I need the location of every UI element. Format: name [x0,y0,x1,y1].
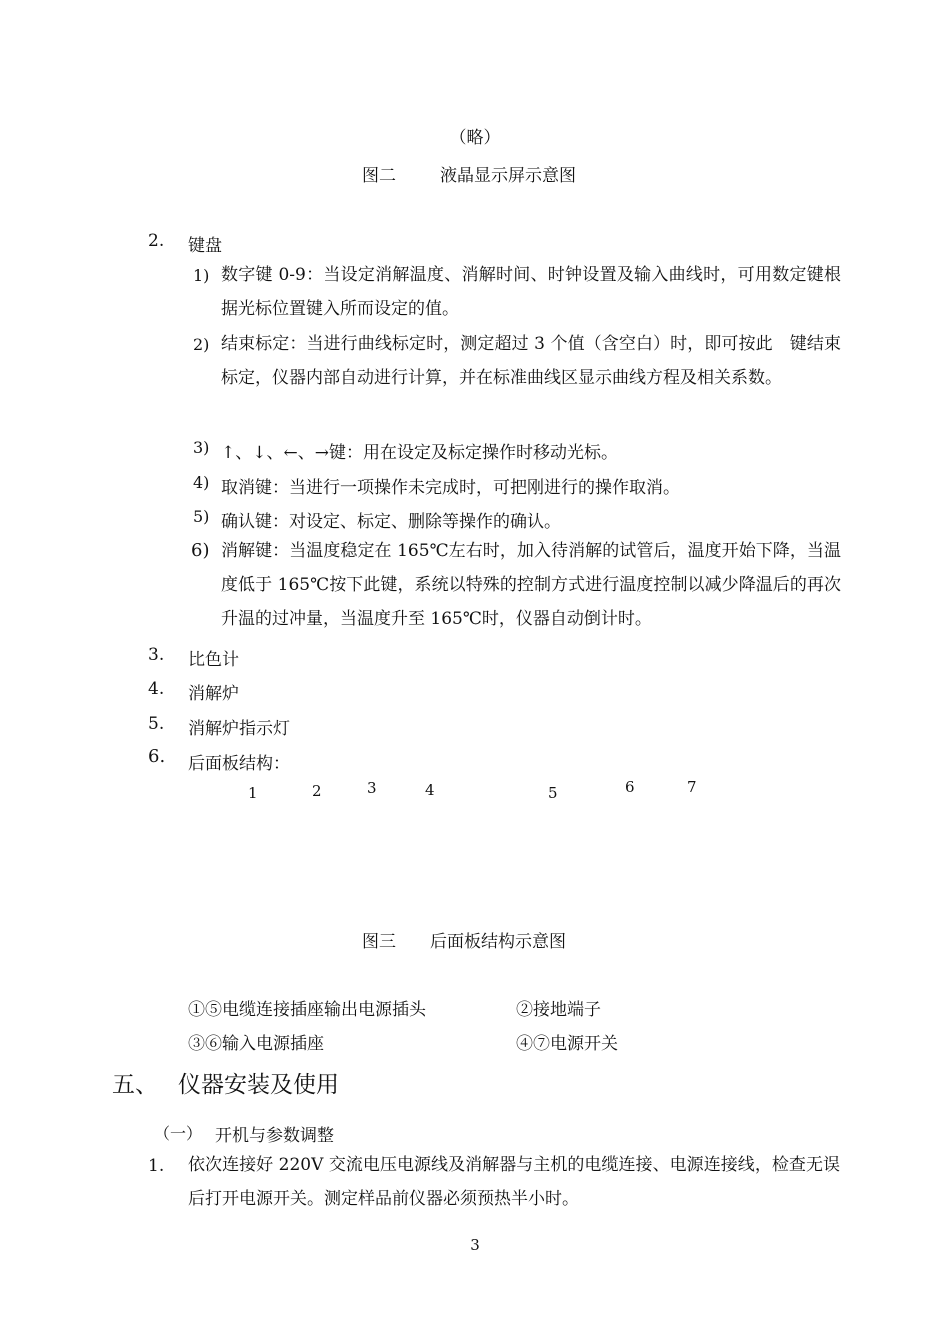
section-title: 后面板结构： [188,754,290,774]
section-number: 2. [148,231,165,251]
list-item-text: ↑、↓、←、→键：用在设定及标定操作时移动光标。 [221,443,618,463]
subsection-number: （一） [154,1124,203,1143]
section-number: 3. [148,645,165,665]
chapter-number: 五、 [112,1072,158,1098]
list-item-text: 消解键：当温度稳定在 165℃左右时，加入待消解的试管后，温度开始下降，当温度低于 165℃按下此键，系统以特殊的控制方式进行温度控制以减少降温后的再次升温的过冲量，当温度升至 165℃时，仪器自动倒计时。 [221,541,841,629]
legend-item: ④⑦电源开关 [516,1034,618,1054]
section-title: 比色计 [188,650,239,670]
diagram-label: 7 [687,778,697,796]
list-item-text: 取消键：当进行一项操作未完成时，可把刚进行的操作取消。 [221,478,680,498]
list-item-number: 5) [193,507,210,526]
list-item-text: 确认键：对设定、标定、删除等操作的确认。 [221,512,561,532]
page-number: 3 [470,1236,480,1254]
section-title: 消解炉指示灯 [188,719,290,739]
figure-3-caption-label: 图三 [362,932,396,952]
diagram-label: 1 [248,784,258,802]
chapter-title: 仪器安装及使用 [178,1072,339,1098]
list-item-number: 2) [193,335,210,354]
diagram-label: 2 [312,782,322,800]
legend-item: ①⑤电缆连接插座输出电源插头 [188,1000,426,1020]
diagram-label: 4 [425,781,435,799]
section-title: 消解炉 [188,684,239,704]
list-item-text: 数字键 0-9：当设定消解温度、消解时间、时钟设置及输入曲线时，可用数定键根据光标位置键入所而设定的值。 [221,265,841,319]
list-item-text: 结束标定：当进行曲线标定时，测定超过 3 个值（含空白）时，即可按此 键结束标定，仪器内部自动进行计算，并在标准曲线区显示曲线方程及相关系数。 [221,334,841,388]
section-number: 5. [148,714,165,734]
section-number: 6. [148,746,166,767]
section-number: 4. [148,679,165,699]
diagram-label: 5 [548,784,558,802]
list-item-number: 4) [193,473,210,492]
section-title-keyboard: 键盘 [188,236,222,256]
list-item-number: 1) [193,266,210,285]
step-number: 1. [148,1156,165,1176]
list-item-number: 3) [193,438,210,457]
step-text: 依次连接好 220V 交流电压电源线及消解器与主机的电缆连接、电源连接线，检查无误后打开电源开关。测定样品前仪器必须预热半小时。 [188,1155,840,1209]
subsection-title: 开机与参数调整 [215,1126,334,1146]
figure-2-caption-title: 液晶显示屏示意图 [440,166,576,186]
figure-3-caption-title: 后面板结构示意图 [430,932,566,952]
list-item-number: 6) [191,540,210,561]
diagram-label: 3 [367,779,377,797]
legend-item: ③⑥输入电源插座 [188,1034,324,1054]
figure-2-caption-label: 图二 [362,166,396,186]
legend-item: ②接地端子 [516,1000,601,1020]
diagram-label: 6 [625,778,635,796]
figure-2-placeholder: （略） [449,128,501,148]
